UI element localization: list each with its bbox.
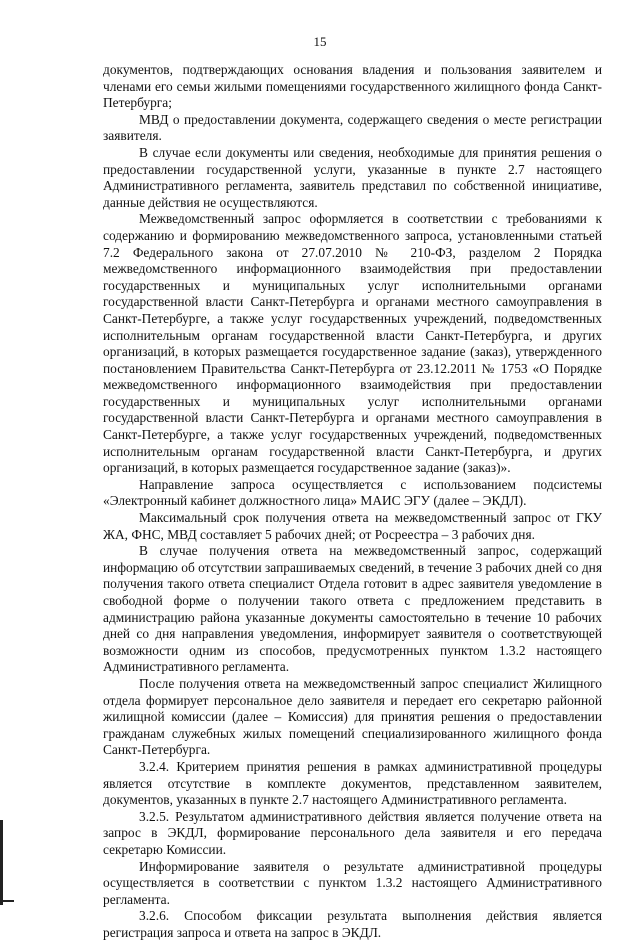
paragraph-3-2-5: 3.2.5. Результатом административного действия является получение ответа на запрос в ЭКДЛ, формирование персонального дела заявителя и его передача секретарю Комиссии. xyxy=(103,808,602,857)
document-body xyxy=(103,62,602,941)
paragraph-mvd-request: МВД о предоставлении документа, содержащего сведения о месте регистрации заявителя. xyxy=(103,111,602,144)
paragraph-own-initiative: В случае если документы или сведения, необходимые для принятия решения о предоставлении государственной услуги, указанные в пункте 2.7 настоящего Административного регламента, заявитель представил по собственной инициативе, данные действия не осуществляются. xyxy=(103,144,602,210)
paragraph-response-deadline: Максимальный срок получения ответа на межведомственный запрос от ГКУ ЖА, ФНС, МВД составляет 5 рабочих дней; от Росреестра – 3 рабочих дня. xyxy=(103,510,602,542)
paragraph-3-2-4: 3.2.4. Критерием принятия решения в рамках административной процедуры является отсутствие в комплекте документов, представленном заявителем, документов, указанных в пункте 2.7 настоящего Административного регламента. xyxy=(103,758,602,808)
paragraph-missing-data-response: В случае получения ответа на межведомственный запрос, содержащий информацию об отсутствии запрашиваемых сведений, в течение 3 рабочих дней со дня получения такого ответа специалист Отдела готовит в адрес заявителя уведомление в свободной форме о получении такого ответа с предложением представить в администрацию района указанные документы самостоятельно в течение 10 рабочих дней со дня направления уведомления, информирует заявителя о соответствующей возможности одним из способов, предусмотренных пунктом 1.3.2 настоящего Административного регламента. xyxy=(103,543,602,675)
scan-edge-corner xyxy=(0,900,14,902)
paragraph-continuation: документов, подтверждающих основания владения и пользования заявителем и членами его семьи жилыми помещениями государственного жилищного фонда Санкт-Петербурга; xyxy=(103,62,602,111)
paragraph-request-channel: Направление запроса осуществляется с использованием подсистемы «Электронный кабинет должностного лица» МАИС ЭГУ (далее – ЭКДЛ). xyxy=(103,476,602,509)
scan-edge-line xyxy=(0,820,3,905)
paragraph-3-2-6: 3.2.6. Способом фиксации результата выполнения действия является регистрация запроса и ответа на запрос в ЭКДЛ. xyxy=(103,908,602,940)
page-number: 15 xyxy=(313,34,327,49)
paragraph-personal-file: После получения ответа на межведомственный запрос специалист Жилищного отдела формирует персональное дело заявителя и передает его секретарю районной жилищной комиссии (далее – Комиссия) для принятия решения о предоставлении гражданам служебных жилых помещений специализированного жилищного фонда Санкт-Петербурга. xyxy=(103,675,602,758)
paragraph-informing: Информирование заявителя о результате административной процедуры осуществляется в соответствии с пунктом 1.3.2 настоящего Административного регламента. xyxy=(103,858,602,907)
paragraph-interagency-request-form: Межведомственный запрос оформляется в соответствии с требованиями к содержанию и формированию межведомственного запроса, установленными статьей 7.2 Федерального закона от 27.07.2010 № 210-ФЗ, разделом 2 Порядка межведомственного информационного взаимодействия при предоставлении государственных и муниципальных услуг исполнительными органами государственной власти Санкт-Петербурга и органами местного самоуправления в Санкт-Петербурге, а также услуг государственных учреждений, подведомственных исполнительным органам государственной власти Санкт-Петербурга, и других организаций, в которых размещается государственное задание (заказ), утвержденного постановлением Правительства Санкт-Петербурга от 23.12.2011 № 1753 «О Порядке межведомственного информационного взаимодействия при предоставлении государственных и муниципальных услуг исполнительными органами государственной власти Санкт-Петербурга и органами местного самоуправления в Санкт-Петербурге, а также услуг государственных учреждений, подведомственных исполнительным органам государственной власти Санкт-Петербурга, и других организаций, в которых размещается государственное задание (заказ)». xyxy=(103,211,602,476)
